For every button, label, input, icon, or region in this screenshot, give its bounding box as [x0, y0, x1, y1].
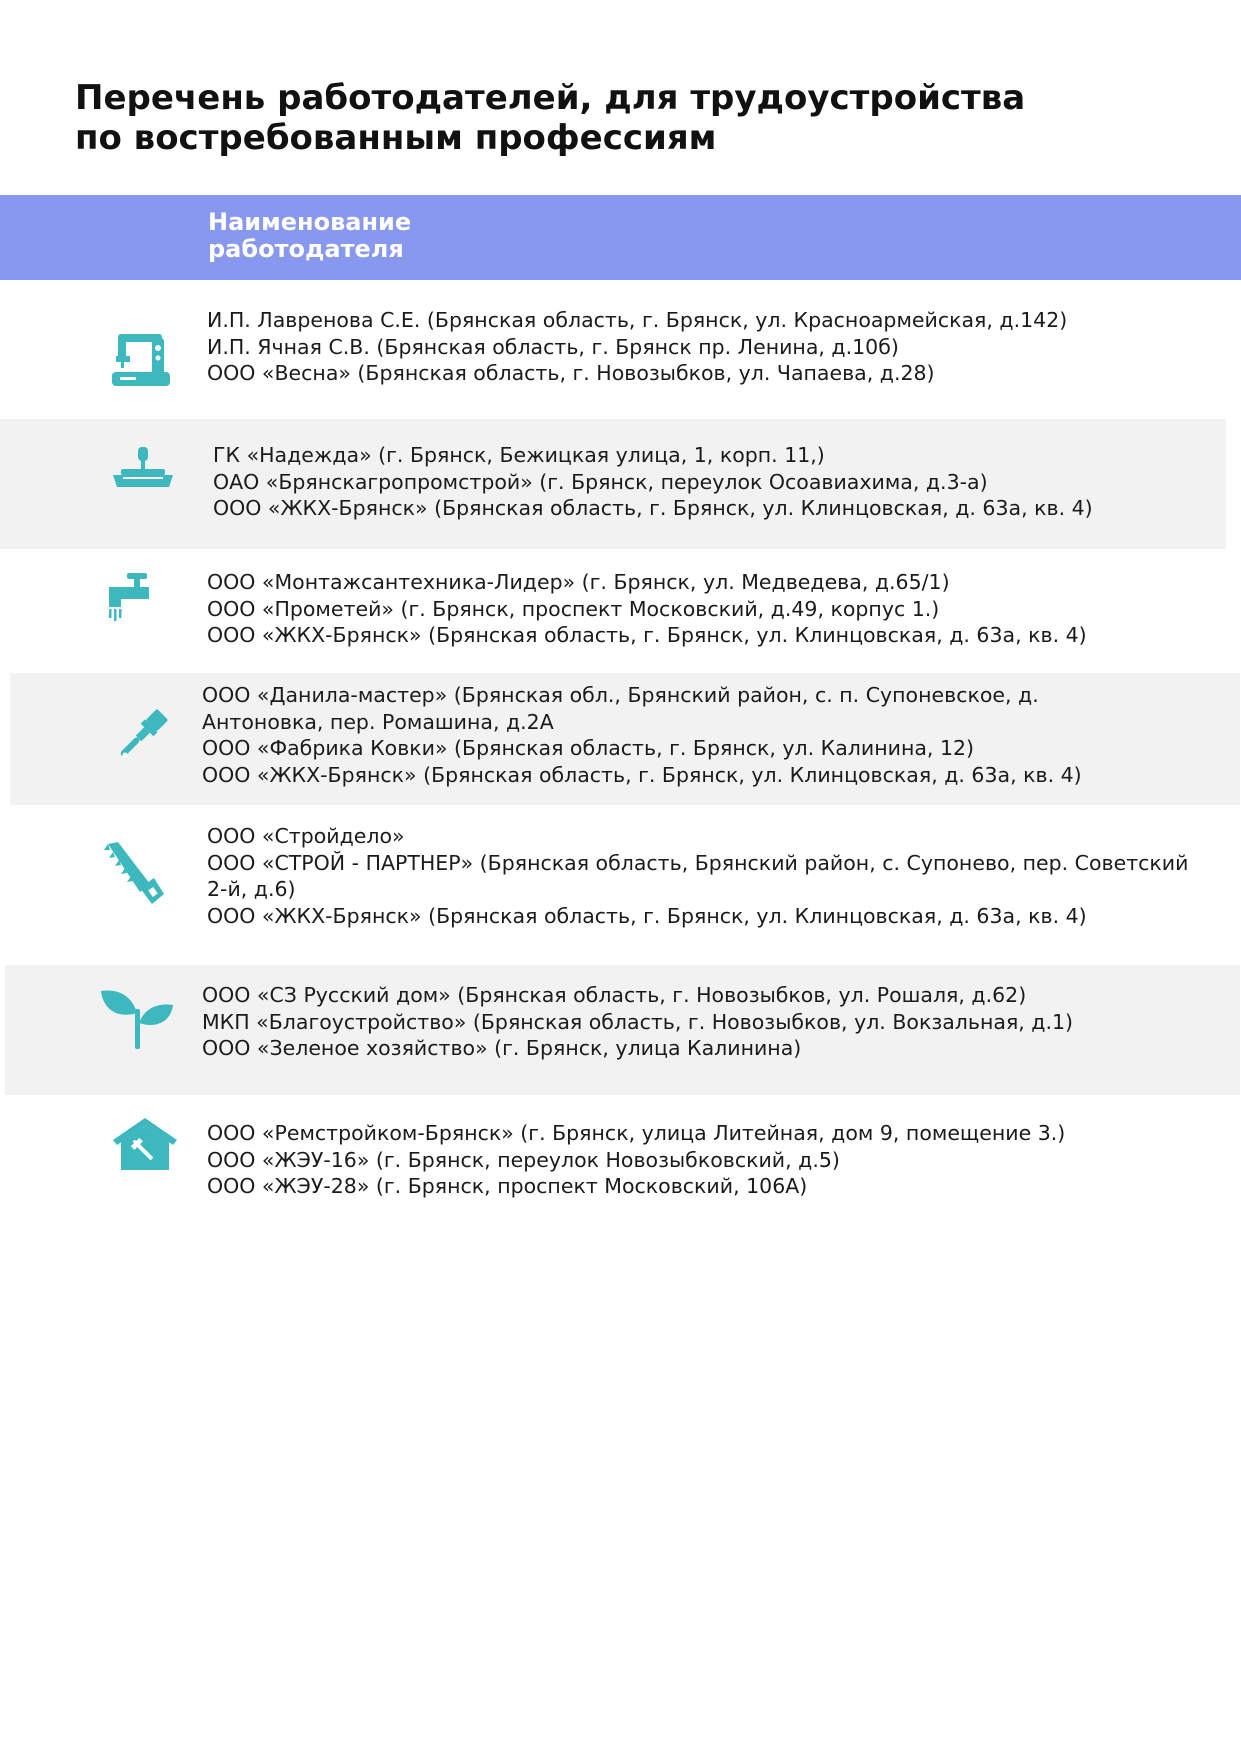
employer-entry: ООО «Ремстройком-Брянск» (г. Брянск, улица Литейная, дом 9, помещение 3.) [207, 1121, 1066, 1145]
employer-entry: ООО «ЖЭУ-16» (г. Брянск, переулок Новозыбковский, д.5) [207, 1147, 840, 1172]
employer-entry: ООО «ЖЭУ-28» (г. Брянск, проспект Московский, 106А) [207, 1174, 808, 1198]
employer-list [202, 682, 1082, 788]
employer-entry: ГК «Надежда» (г. Брянск, Бежицкая улица, 1, корп. 11,) [213, 443, 825, 467]
employer-group-plastering [0, 419, 1226, 549]
employer-entry: ООО «ЖКХ-Брянск» (Брянская область, г. Брянск, ул. Клинцовская, д. 63а, кв. 4) [202, 762, 1082, 787]
employer-group-painting [10, 673, 1240, 805]
employer-entry: И.П. Лавренова С.Е. (Брянская область, г. Брянск, ул. Красноармейская, д.142) [207, 308, 1068, 332]
employer-entry: ООО «Весна» (Брянская область, г. Новозыбков, ул. Чапаева, д.28) [207, 361, 935, 385]
table-header [0, 195, 1241, 280]
employer-group-housing-maintenance [0, 1100, 1230, 1210]
page-title [75, 78, 1025, 158]
employer-group-carpentry [0, 810, 1230, 958]
faucet-icon [105, 573, 153, 629]
employer-entry: ООО «СЗ Русский дом» (Брянская область, г. Новозыбков, ул. Рошаля, д.62) [202, 983, 1027, 1007]
employer-entry: ОАО «Брянскагропромстрой» (г. Брянск, переулок Осоавиахима, д.3-а) [213, 469, 988, 494]
sewing-machine-icon [112, 334, 170, 386]
employer-entry: МКП «Благоустройство» (Брянская область, г. Новозыбков, ул. Вокзальная, д.1) [202, 1009, 1074, 1034]
employer-group-plumbing [0, 551, 1230, 666]
employer-list [207, 569, 1087, 649]
employer-entry: ООО «Стройдело» [207, 824, 405, 848]
page-title-line-2: по востребованным профессиям [75, 118, 717, 158]
employer-list [202, 982, 1073, 1062]
employer-entry: ООО «Данила-мастер» (Брянская обл., Брянский район, с. п. Супоневское, д. [202, 683, 1039, 707]
employer-list [207, 1120, 1065, 1200]
column-header-line-2: работодателя [208, 235, 404, 263]
employer-entry: ООО «СТРОЙ - ПАРТНЕР» (Брянская область, Брянский район, с. Супонево, пер. Советский [207, 850, 1189, 875]
employer-entry: ООО «Фабрика Ковки» (Брянская область, г. Брянск, ул. Калинина, 12) [202, 736, 975, 760]
employer-list [207, 307, 1067, 387]
employer-entry: 2-й, д.6) [207, 877, 296, 901]
employer-entry: ООО «Зеленое хозяйство» (г. Брянск, улица Калинина) [202, 1036, 802, 1060]
employer-group-sewing [0, 282, 1230, 417]
employer-entry: Антоновка, пер. Ромашина, д.2А [202, 709, 554, 734]
hand-saw-icon [104, 842, 166, 908]
employer-list [207, 823, 1188, 929]
column-header-employer [208, 209, 411, 263]
employer-entry: ООО «ЖКХ-Брянск» (Брянская область, г. Брянск, ул. Клинцовская, д. 63а, кв. 4) [213, 496, 1093, 520]
house-repair-icon [113, 1118, 177, 1170]
page-title-line-1: Перечень работодателей, для трудоустройства [75, 78, 1026, 118]
employer-entry: ООО «ЖКХ-Брянск» (Брянская область, г. Брянск, ул. Клинцовская, д. 63а, кв. 4) [207, 623, 1087, 647]
column-header-line-1: Наименование [208, 208, 412, 236]
plant-sprout-icon [101, 987, 175, 1049]
paint-brush-icon [110, 707, 170, 767]
employer-entry: И.П. Ячная С.В. (Брянская область, г. Брянск пр. Ленина, д.10б) [207, 334, 899, 359]
employer-entry: ООО «Монтажсантехника-Лидер» (г. Брянск, ул. Медведева, д.65/1) [207, 570, 950, 594]
employer-entry: ООО «ЖКХ-Брянск» (Брянская область, г. Брянск, ул. Клинцовская, д. 63а, кв. 4) [207, 903, 1087, 928]
employer-group-landscaping [5, 965, 1240, 1095]
putty-knife-icon [111, 447, 175, 489]
employer-entry: ООО «Прометей» (г. Брянск, проспект Московский, д.49, корпус 1.) [207, 596, 940, 621]
employer-list [213, 442, 1093, 522]
